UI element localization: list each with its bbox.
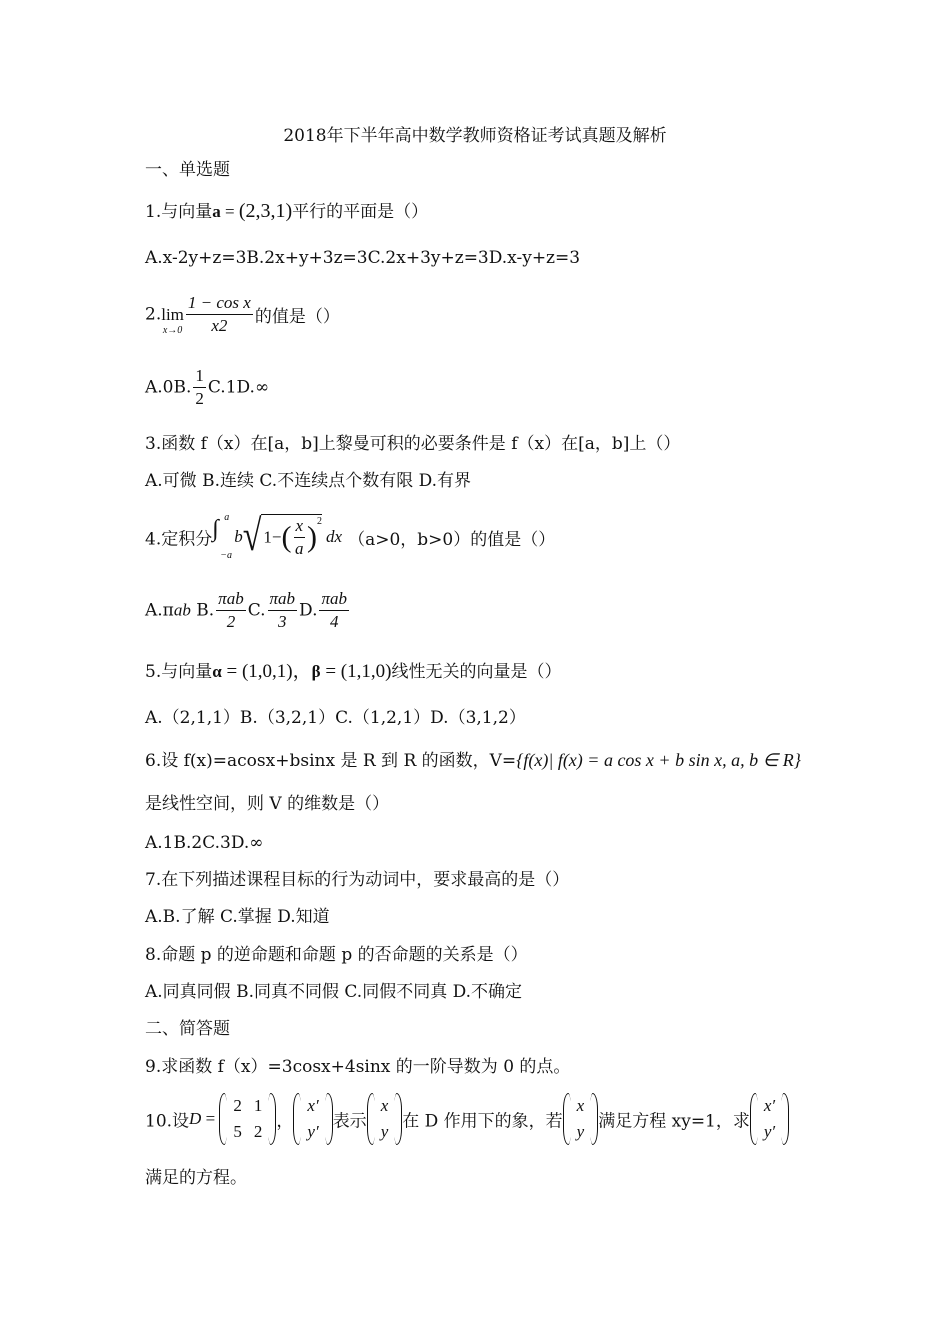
q10-text-3: 满足方程 xy=1，求 <box>598 1111 750 1132</box>
q4-frac-den: a <box>295 539 304 558</box>
question-8: 8.命题 p 的逆命题和命题 p 的否命题的关系是（） <box>145 945 528 965</box>
q10-xp: x′ <box>307 1096 319 1115</box>
question-1 <box>145 200 428 223</box>
question-4: 4.定积分 ∫ a −a b√ 1−( $\frac{x}{a}$ )$^2$dx （a>0，b>0）的值是（） <box>145 512 556 561</box>
question-2 <box>145 292 340 337</box>
q4-prefix: 4.定积分 <box>145 529 213 550</box>
q4-suffix: （a>0，b>0）的值是（） <box>348 529 556 550</box>
q2-option-cd: C.1D.∞ <box>207 377 270 398</box>
q5-alpha-value: = (1,0,1)， <box>221 661 312 682</box>
q4-lower-limit: −a <box>220 550 232 561</box>
q2-lim: lim <box>161 304 184 324</box>
q2-frac-num: 1 <box>193 365 206 388</box>
q10-m12: 1 <box>253 1096 263 1115</box>
section-heading-short-answer: 二、简答题 <box>145 1019 230 1039</box>
question-9: 9.求函数 f（x）=3cosx+4sinx 的一阶导数为 0 的点。 <box>145 1057 571 1077</box>
q4-option-d-label: D. <box>299 600 318 621</box>
q10-vector-xy-2 <box>563 1093 599 1145</box>
q4-option-a: A.π <box>145 600 174 621</box>
q1-suffix: 平行的平面是（） <box>292 202 429 222</box>
q10-m11: 2 <box>233 1096 242 1115</box>
question-8-options: A.同真同假 B.同真不同假 C.同假不同真 D.不确定 <box>145 982 523 1002</box>
question-4-options <box>145 588 351 633</box>
q6-set: {f(x)| f(x) = a cos x + b sin x, a, b ∈ R} <box>516 750 801 770</box>
question-7-options: A.B.了解 C.掌握 D.知道 <box>145 907 330 927</box>
q10-x-2: x <box>576 1096 585 1115</box>
q4-upper-limit: a <box>224 512 230 523</box>
q4-option-c-den: 3 <box>278 612 287 631</box>
q1-vector: a <box>212 202 221 221</box>
q10-xp-2: x′ <box>763 1096 776 1115</box>
question-6-continued: 是线性空间，则 V 的维数是（） <box>145 794 390 814</box>
q4-option-d-den: 4 <box>330 612 339 631</box>
question-5-options: A.（2,1,1）B.（3,2,1）C.（1,2,1）D.（3,1,2） <box>145 708 526 728</box>
q10-x: x <box>380 1096 389 1115</box>
q10-prefix: 10.设 <box>145 1111 190 1132</box>
q2-numerator: 1 − cos x <box>186 292 253 315</box>
q5-beta: β <box>311 662 321 681</box>
page-title: 2018年下半年高中数学教师资格证考试真题及解析 <box>283 126 667 146</box>
q5-beta-value: = (1,1,0) <box>320 661 392 682</box>
q10-text-2: 在 D 作用下的象，若 <box>402 1111 563 1132</box>
q2-prefix: 2. <box>145 304 162 325</box>
question-10-continued: 满足的方程。 <box>145 1168 247 1188</box>
q6-prefix: 6.设 f(x)=acosx+bsinx 是 R 到 R 的函数，V= <box>145 751 517 771</box>
q5-suffix: 线性无关的向量是（） <box>391 662 562 682</box>
q2-option-ab: A.0B. <box>145 377 192 398</box>
q10-vector-xy <box>367 1093 403 1145</box>
question-6 <box>145 749 801 772</box>
q10-vector-prime-2 <box>750 1093 789 1145</box>
q10-D: D <box>189 1109 202 1128</box>
q10-eq: = <box>201 1109 220 1128</box>
question-3: 3.函数 f（x）在[a，b]上黎曼可积的必要条件是 f（x）在[a，b]上（） <box>145 434 681 454</box>
q2-suffix: 的值是（） <box>254 307 340 327</box>
q4-option-a-ab: ab <box>173 600 191 620</box>
q4-option-b-num: πab <box>216 588 246 611</box>
q10-matrix-D <box>219 1093 276 1145</box>
q10-y: y <box>380 1122 389 1141</box>
q10-m22: 2 <box>253 1122 263 1141</box>
q4-option-b-den: 2 <box>226 612 236 631</box>
question-1-options: A.x-2y+z=3B.2x+y+3z=3C.2x+3y+z=3D.x-y+z=3 <box>145 248 581 268</box>
q4-b: b <box>234 527 243 546</box>
q4-option-c-num: πab <box>268 588 298 611</box>
q4-frac-num: x <box>294 515 306 538</box>
q2-lim-sub: x→0 <box>162 324 183 336</box>
question-7: 7.在下列描述课程目标的行为动词中，要求最高的是（） <box>145 870 570 890</box>
q4-option-c-label: C. <box>247 600 266 621</box>
q2-frac-den: 2 <box>195 389 204 408</box>
q1-vector-value: (2,3,1) <box>238 200 293 222</box>
question-10 <box>145 1093 789 1145</box>
q10-text-1: 表示 <box>332 1111 367 1132</box>
question-3-options: A.可微 B.连续 C.不连续点个数有限 D.有界 <box>145 471 472 491</box>
q4-option-b-label: B. <box>196 600 215 621</box>
section-heading-single-choice: 一、单选题 <box>145 160 230 180</box>
q5-alpha: α <box>212 662 222 681</box>
q2-denominator: x2 <box>211 316 228 335</box>
q4-option-d-num: πab <box>319 588 349 611</box>
q10-comma: ， <box>276 1111 294 1132</box>
q4-dx: dx <box>326 527 343 546</box>
question-6-options: A.1B.2C.3D.∞ <box>145 833 264 853</box>
q5-prefix: 5.与向量 <box>145 662 213 682</box>
q4-one-minus: 1− <box>263 527 282 547</box>
q4-integral-sign: ∫ <box>212 516 219 542</box>
q10-m21: 5 <box>233 1122 242 1141</box>
q10-yp-2: y′ <box>763 1122 776 1141</box>
q4-square: 2 <box>317 516 323 527</box>
question-2-options <box>145 365 269 410</box>
question-5 <box>145 661 561 683</box>
q10-yp: y′ <box>307 1122 319 1141</box>
q1-eq: = <box>220 202 239 221</box>
q10-y-2: y <box>576 1122 585 1141</box>
q1-prefix: 1.与向量 <box>145 202 213 222</box>
q10-vector-prime <box>293 1093 332 1145</box>
